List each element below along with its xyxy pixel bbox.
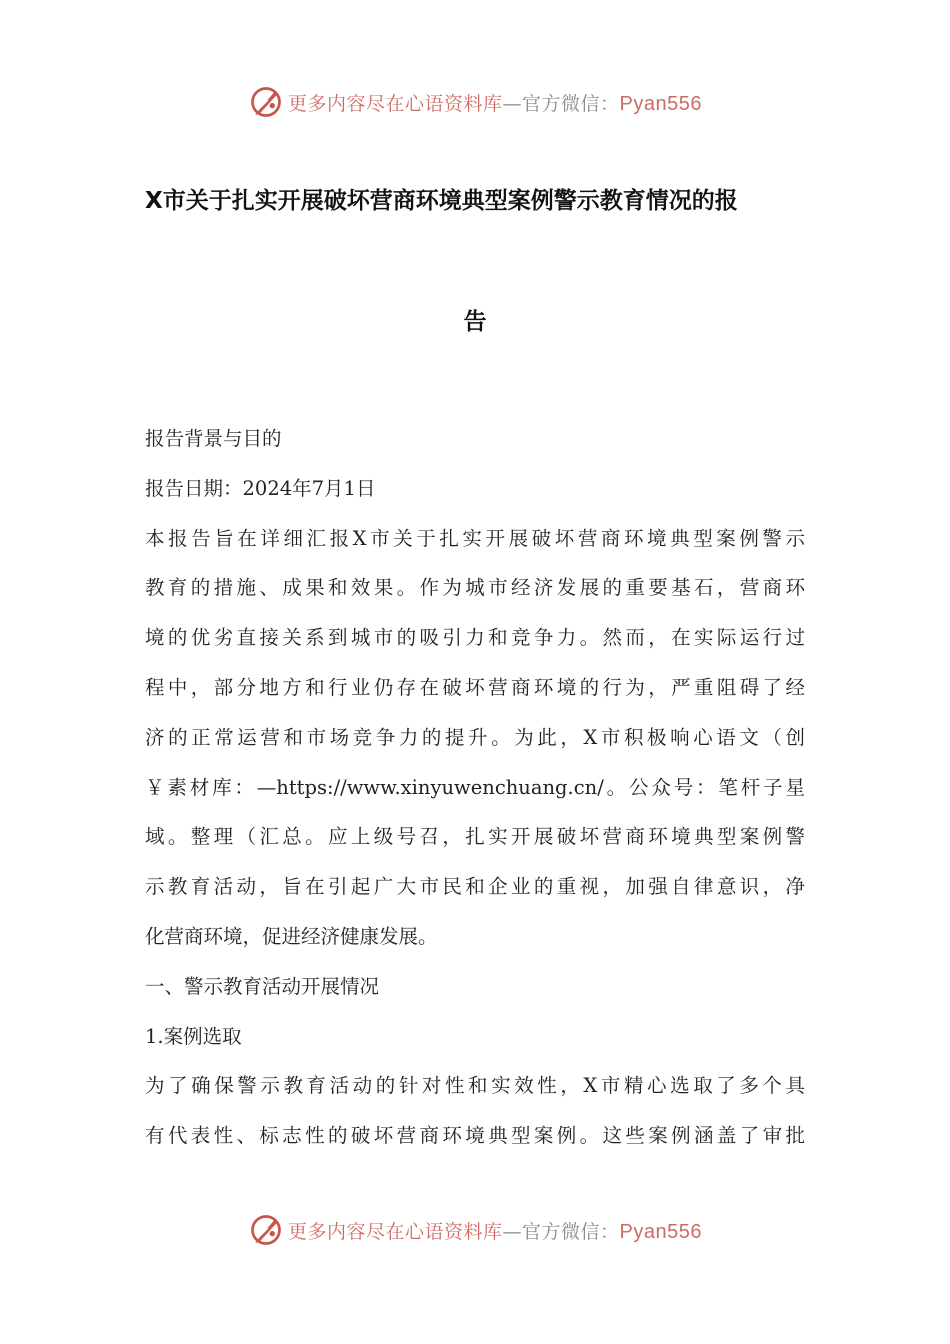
banner-main-text: 更多内容尽在心语资料库: [288, 92, 503, 115]
banner-text: [288, 1217, 702, 1244]
subsection-heading-1-1: 1.案例选取: [145, 1024, 242, 1048]
paragraph-line: 济的正常运营和市场竞争力的提升。为此，X市积极响心语文（创: [145, 725, 805, 749]
banner-wechat-label: 官方微信：: [522, 1220, 620, 1243]
footer-banner: [0, 1210, 950, 1250]
banner-dash: —: [502, 1220, 523, 1243]
paragraph-line: 本报告旨在详细汇报X市关于扎实开展破坏营商环境典型案例警示: [145, 526, 805, 550]
banner-wechat-id: Pyan556: [619, 1220, 702, 1243]
header-banner: [0, 82, 950, 122]
section-heading-background: 报告背景与目的: [145, 427, 282, 450]
paragraph-line: 域。整理（汇总。应上级号召，扎实开展破坏营商环境典型案例警: [145, 825, 805, 849]
paragraph-line: 教育的措施、成果和效果。作为城市经济发展的重要基石，营商环: [145, 576, 805, 600]
paragraph-line: 示教育活动，旨在引起广大市民和企业的重视，加强自律意识，净: [145, 875, 805, 899]
report-date: 报告日期：2024年7月1日: [145, 476, 376, 500]
document-body: [145, 414, 805, 1161]
document-title-line-2: 告: [463, 309, 487, 335]
paragraph-line: ￥素材库：—https://www.xinyuwenchuang.cn/。公众号：笔杆子星: [145, 775, 805, 799]
banner-text: [288, 89, 702, 116]
paragraph-line: 境的优劣直接关系到城市的吸引力和竞争力。然而，在实际运行过: [145, 626, 805, 650]
document-title-line-1: X市关于扎实开展破坏营商环境典型案例警示教育情况的报: [145, 188, 738, 214]
section-heading-1: 一、警示教育活动开展情况: [145, 974, 380, 998]
banner-wechat-label: 官方微信：: [522, 92, 620, 115]
paragraph-line: 程中，部分地方和行业仍存在破坏营商环境的行为，严重阻碍了经: [145, 675, 805, 699]
paragraph-line: 化营商环境，促进经济健康发展。: [145, 924, 438, 948]
quill-logo-icon: [248, 84, 284, 120]
banner-main-text: 更多内容尽在心语资料库: [288, 1220, 503, 1243]
quill-logo-icon: [248, 1212, 284, 1248]
paragraph-line: 有代表性、标志性的破坏营商环境典型案例。这些案例涵盖了审批: [145, 1124, 805, 1148]
paragraph-line: 为了确保警示教育活动的针对性和实效性，X市精心选取了多个具: [145, 1074, 805, 1098]
banner-dash: —: [502, 92, 523, 115]
banner-wechat-id: Pyan556: [619, 92, 702, 115]
